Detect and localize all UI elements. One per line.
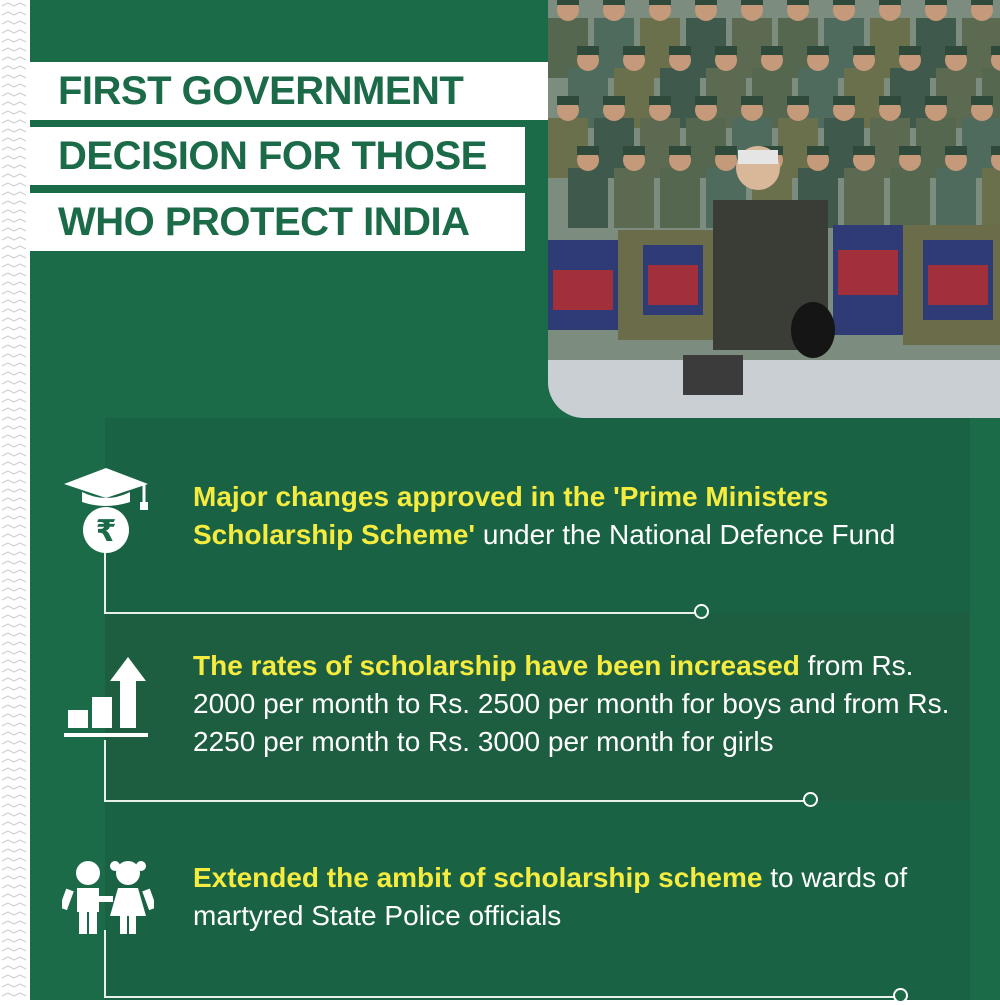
zigzag-line bbox=[2, 534, 26, 537]
zigzag-line bbox=[2, 21, 26, 24]
connector-dot bbox=[893, 988, 908, 1003]
soldier-cap bbox=[899, 146, 921, 155]
zigzag-line bbox=[2, 210, 26, 213]
soldier-cap bbox=[603, 0, 625, 5]
zigzag-line bbox=[2, 822, 26, 825]
soldier-cap bbox=[991, 146, 1000, 155]
bar-chart-up-arrow-icon bbox=[62, 655, 152, 745]
zigzag-line bbox=[2, 444, 26, 447]
zigzag-line bbox=[2, 705, 26, 708]
zigzag-line bbox=[2, 561, 26, 564]
soldier-cap bbox=[925, 0, 947, 5]
zigzag-line bbox=[2, 435, 26, 438]
soldier-cap bbox=[741, 96, 763, 105]
soldier-cap bbox=[623, 146, 645, 155]
soldier-cap bbox=[577, 46, 599, 55]
zigzag-line bbox=[2, 786, 26, 789]
zigzag-line bbox=[2, 480, 26, 483]
svg-text:₹: ₹ bbox=[95, 514, 117, 549]
zigzag-line bbox=[2, 696, 26, 699]
title-text-1: FIRST GOVERNMENT bbox=[58, 68, 464, 113]
zigzag-line bbox=[2, 957, 26, 960]
soldiers-group-photo bbox=[548, 0, 1000, 418]
soldier-cap bbox=[695, 96, 717, 105]
zigzag-line bbox=[2, 129, 26, 132]
zigzag-line bbox=[2, 525, 26, 528]
zigzag-line bbox=[2, 66, 26, 69]
title-text-2: DECISION FOR THOSE bbox=[58, 133, 487, 178]
zigzag-line bbox=[2, 615, 26, 618]
soldier-cap bbox=[715, 146, 737, 155]
zigzag-line bbox=[2, 174, 26, 177]
soldier-cap bbox=[945, 46, 967, 55]
zigzag-line bbox=[2, 282, 26, 285]
zigzag-line bbox=[2, 948, 26, 951]
zigzag-line bbox=[2, 741, 26, 744]
zigzag-line bbox=[2, 363, 26, 366]
zigzag-line bbox=[2, 993, 26, 996]
zigzag-line bbox=[2, 624, 26, 627]
graduation-cap-rupee-icon bbox=[60, 462, 152, 562]
zigzag-line bbox=[2, 507, 26, 510]
soldier-cap bbox=[879, 96, 901, 105]
connector-line bbox=[104, 740, 106, 801]
zigzag-line bbox=[2, 867, 26, 870]
soldier-cap bbox=[833, 96, 855, 105]
zigzag-line bbox=[2, 966, 26, 969]
soldier-cap bbox=[945, 146, 967, 155]
soldier-body bbox=[936, 168, 976, 228]
zigzag-line bbox=[2, 192, 26, 195]
zigzag-line bbox=[2, 489, 26, 492]
soldier-cap bbox=[715, 46, 737, 55]
soldier-cap bbox=[807, 46, 829, 55]
zigzag-line bbox=[2, 201, 26, 204]
zigzag-line bbox=[2, 678, 26, 681]
zigzag-line bbox=[2, 759, 26, 762]
item-text-2 bbox=[193, 647, 963, 761]
zigzag-line bbox=[2, 498, 26, 501]
zigzag-line bbox=[2, 273, 26, 276]
zigzag-line bbox=[2, 840, 26, 843]
soldier-cap bbox=[741, 0, 763, 5]
zigzag-line bbox=[2, 39, 26, 42]
zigzag-line bbox=[2, 903, 26, 906]
item-text-3 bbox=[193, 859, 963, 935]
title-line-3 bbox=[30, 193, 525, 251]
zigzag-line bbox=[2, 930, 26, 933]
soldier-cap bbox=[557, 96, 579, 105]
zigzag-line bbox=[2, 255, 26, 258]
zigzag-line bbox=[2, 975, 26, 978]
soldier-cap bbox=[623, 46, 645, 55]
zigzag-line bbox=[2, 327, 26, 330]
boy-girl-children-icon bbox=[62, 858, 154, 943]
zigzag-line bbox=[2, 372, 26, 375]
zigzag-line bbox=[2, 399, 26, 402]
soldier-cap bbox=[853, 146, 875, 155]
zigzag-line bbox=[2, 669, 26, 672]
zigzag-line bbox=[2, 309, 26, 312]
zigzag-line bbox=[2, 237, 26, 240]
zigzag-line bbox=[2, 471, 26, 474]
connector-line bbox=[104, 800, 804, 802]
title-text-3: WHO PROTECT INDIA bbox=[58, 199, 470, 244]
item-body-3: to wards of martyred State Police officials bbox=[193, 862, 908, 931]
soldier-cap bbox=[787, 0, 809, 5]
zigzag-line bbox=[2, 84, 26, 87]
zigzag-line bbox=[2, 849, 26, 852]
soldier-cap bbox=[971, 96, 993, 105]
zigzag-line bbox=[2, 570, 26, 573]
zigzag-line bbox=[2, 417, 26, 420]
zigzag-line bbox=[2, 984, 26, 987]
zigzag-line bbox=[2, 651, 26, 654]
connector-dot bbox=[694, 604, 709, 619]
zigzag-line bbox=[2, 660, 26, 663]
zigzag-line bbox=[2, 291, 26, 294]
zigzag-line bbox=[2, 606, 26, 609]
soldier-cap bbox=[557, 0, 579, 5]
zigzag-line bbox=[2, 453, 26, 456]
item-body-2: from Rs. 2000 per month to Rs. 2500 per month for boys and from Rs. 2250 per month to Rs. 3000 per month for girls bbox=[193, 650, 950, 757]
soldier-cap bbox=[879, 0, 901, 5]
soldier-body bbox=[614, 168, 654, 228]
zigzag-line bbox=[2, 579, 26, 582]
zigzag-line bbox=[2, 552, 26, 555]
soldier-cap bbox=[853, 46, 875, 55]
connector-line bbox=[104, 996, 894, 998]
zigzag-line bbox=[2, 543, 26, 546]
item-highlight-3: Extended the ambit of scholarship scheme bbox=[193, 862, 763, 893]
zigzag-line bbox=[2, 939, 26, 942]
zigzag-line bbox=[2, 57, 26, 60]
zigzag-line bbox=[2, 228, 26, 231]
title-line-1 bbox=[30, 62, 548, 120]
soldier-body bbox=[660, 168, 700, 228]
zigzag-border bbox=[0, 0, 30, 1000]
zigzag-line bbox=[2, 345, 26, 348]
zigzag-line bbox=[2, 219, 26, 222]
zigzag-line bbox=[2, 912, 26, 915]
zigzag-line bbox=[2, 48, 26, 51]
zigzag-line bbox=[2, 813, 26, 816]
zigzag-line bbox=[2, 462, 26, 465]
soldier-body bbox=[890, 168, 930, 228]
zigzag-line bbox=[2, 633, 26, 636]
soldier-cap bbox=[669, 46, 691, 55]
soldier-cap bbox=[991, 46, 1000, 55]
soldier-cap bbox=[787, 96, 809, 105]
soldier-cap bbox=[971, 0, 993, 5]
soldier-cap bbox=[761, 46, 783, 55]
zigzag-line bbox=[2, 777, 26, 780]
zigzag-line bbox=[2, 120, 26, 123]
zigzag-line bbox=[2, 723, 26, 726]
item-highlight-2: The rates of scholarship have been increased bbox=[193, 650, 800, 681]
zigzag-line bbox=[2, 165, 26, 168]
zigzag-line bbox=[2, 732, 26, 735]
zigzag-line bbox=[2, 921, 26, 924]
zigzag-line bbox=[2, 768, 26, 771]
zigzag-line bbox=[2, 102, 26, 105]
zigzag-line bbox=[2, 318, 26, 321]
item-body-1: under the National Defence Fund bbox=[475, 519, 896, 550]
item-text-1 bbox=[193, 478, 963, 554]
soldier-cap bbox=[649, 0, 671, 5]
zigzag-line bbox=[2, 3, 26, 6]
zigzag-line bbox=[2, 93, 26, 96]
zigzag-line bbox=[2, 687, 26, 690]
zigzag-line bbox=[2, 831, 26, 834]
connector-dot bbox=[803, 792, 818, 807]
zigzag-line bbox=[2, 714, 26, 717]
zigzag-line bbox=[2, 876, 26, 879]
soldier-body bbox=[568, 168, 608, 228]
soldier-cap bbox=[669, 146, 691, 155]
soldier-body bbox=[982, 168, 1000, 228]
zigzag-line bbox=[2, 147, 26, 150]
zigzag-line bbox=[2, 264, 26, 267]
zigzag-line bbox=[2, 426, 26, 429]
zigzag-line bbox=[2, 138, 26, 141]
item-highlight-1: Major changes approved in the 'Prime Ministers Scholarship Scheme' bbox=[193, 481, 829, 550]
zigzag-line bbox=[2, 300, 26, 303]
zigzag-line bbox=[2, 354, 26, 357]
zigzag-line bbox=[2, 183, 26, 186]
zigzag-line bbox=[2, 156, 26, 159]
soldier-cap bbox=[807, 146, 829, 155]
soldier-cap bbox=[603, 96, 625, 105]
zigzag-line bbox=[2, 858, 26, 861]
soldier-body bbox=[844, 168, 884, 228]
zigzag-line bbox=[2, 381, 26, 384]
zigzag-line bbox=[2, 642, 26, 645]
zigzag-line bbox=[2, 750, 26, 753]
zigzag-line bbox=[2, 795, 26, 798]
zigzag-line bbox=[2, 75, 26, 78]
zigzag-line bbox=[2, 597, 26, 600]
soldier-cap bbox=[899, 46, 921, 55]
zigzag-line bbox=[2, 588, 26, 591]
soldier-cap bbox=[925, 96, 947, 105]
zigzag-line bbox=[2, 390, 26, 393]
title-line-2 bbox=[30, 127, 525, 185]
zigzag-line bbox=[2, 246, 26, 249]
zigzag-line bbox=[2, 12, 26, 15]
zigzag-line bbox=[2, 894, 26, 897]
soldier-cap bbox=[649, 96, 671, 105]
zigzag-line bbox=[2, 516, 26, 519]
soldier-cap bbox=[695, 0, 717, 5]
zigzag-line bbox=[2, 885, 26, 888]
zigzag-line bbox=[2, 111, 26, 114]
soldier-cap bbox=[833, 0, 855, 5]
soldier-cap bbox=[577, 146, 599, 155]
zigzag-line bbox=[2, 336, 26, 339]
zigzag-line bbox=[2, 30, 26, 33]
connector-line bbox=[104, 612, 696, 614]
zigzag-line bbox=[2, 408, 26, 411]
zigzag-line bbox=[2, 804, 26, 807]
